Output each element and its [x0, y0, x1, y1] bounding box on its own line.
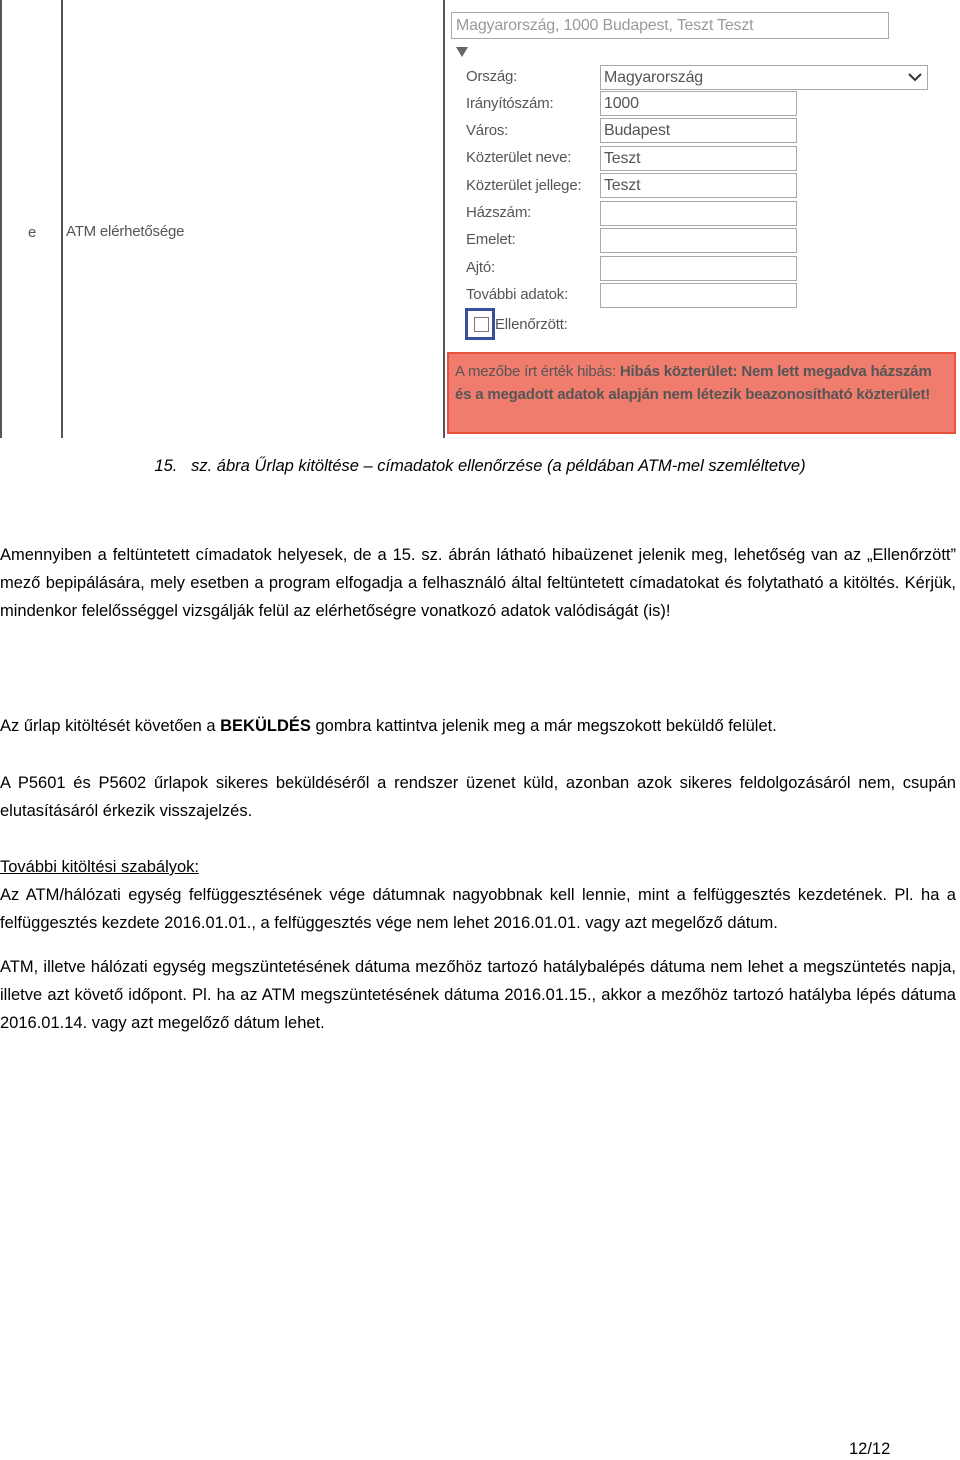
collapse-triangle-icon[interactable]: [455, 46, 469, 58]
paragraph-submit-after: gombra kattintva jelenik meg a már megszokott beküldő felület.: [315, 717, 777, 735]
street-type-field[interactable]: Teszt: [600, 173, 797, 198]
city-label: Város:: [466, 122, 509, 139]
country-select-value: Magyarország: [604, 69, 703, 86]
table-border-col1: [61, 0, 63, 438]
country-select[interactable]: [600, 65, 928, 90]
page-number: 12/12: [849, 1440, 891, 1458]
row-letter: e: [28, 224, 37, 241]
chevron-down-icon: [907, 71, 923, 83]
submit-keyword: BEKÜLDÉS: [220, 717, 311, 735]
country-label: Ország:: [466, 68, 518, 85]
street-type-label: Közterület jellege:: [466, 177, 582, 194]
house-number-field[interactable]: [600, 201, 797, 226]
zip-label: Irányítószám:: [466, 95, 554, 112]
zip-field[interactable]: 1000: [600, 91, 797, 116]
floor-field[interactable]: [600, 228, 797, 253]
form-screenshot-figure: [0, 0, 960, 438]
error-message-box: [447, 352, 956, 434]
door-field[interactable]: [600, 256, 797, 281]
verified-checkbox[interactable]: [474, 317, 489, 332]
paragraph-verified-checkbox: Amennyiben a feltüntetett címadatok helyesek, de a 15. sz. ábrán látható hibaüzenet jelenik meg, lehetőség van az „Ellenőrzött” mező bepipálására, mely esetben a program elfogadja a felhasználó által feltüntetett címadatokat és folytatható a kitöltés. Kérjük, mindenkor felelősséggel vizsgálják felül az elérhetőségre vonatkozó adatok valódiságát (is)!: [0, 546, 956, 620]
row-label: ATM elérhetősége: [66, 223, 185, 240]
rules-suspension-text: Az ATM/hálózati egység felfüggesztésének vége dátumnak nagyobbnak kell lennie, mint a felfüggesztés kezdetének. Pl. ha a felfüggesztés kezdete 2016.01.01., a felfüggesztés vége nem lehet 2016.01.01. vagy azt megelőző dátum.: [0, 886, 956, 932]
error-message: Hibás közterület: Nem lett megadva házszám és a megadott adatok alapján nem létezik beazonosítható közterület!: [455, 363, 932, 403]
city-field[interactable]: Budapest: [600, 118, 797, 143]
rules-section: [0, 853, 956, 937]
figure-caption: 15. sz. ábra Űrlap kitöltése – címadatok ellenőrzése (a példában ATM-mel szemléltetve): [154, 457, 806, 475]
paragraph-termination-rule: ATM, illetve hálózati egység megszüntetésének dátuma mezőhöz tartozó hatálybalépés dátuma nem lehet a megszüntetés napja, illetve azt követő időpont. Pl. ha az ATM megszüntetésének dátuma 2016.01.15., akkor a mezőhöz tartozó hatályba lépés dátuma 2016.01.14. vagy azt megelőző dátum lehet.: [0, 958, 956, 1032]
door-label: Ajtó:: [466, 259, 496, 276]
additional-data-field[interactable]: [600, 283, 797, 308]
paragraph-feedback: A P5601 és P5602 űrlapok sikeres beküldéséről a rendszer üzenet küld, azonban azok sikeres feldolgozásáról nem, csupán elutasításáról érkezik visszajelzés.: [0, 774, 956, 820]
rules-heading: További kitöltési szabályok:: [0, 858, 200, 876]
street-name-label: Közterület neve:: [466, 149, 572, 166]
additional-data-label: További adatok:: [466, 286, 569, 303]
error-prefix: A mezőbe írt érték hibás:: [455, 363, 616, 380]
floor-label: Emelet:: [466, 231, 516, 248]
verified-checkbox-label: Ellenőrzött:: [495, 316, 568, 333]
paragraph-submit-before: Az űrlap kitöltését követően a: [0, 717, 216, 735]
paragraph-submit: [0, 712, 956, 740]
house-number-label: Házszám:: [466, 204, 532, 221]
street-name-field[interactable]: Teszt: [600, 146, 797, 171]
table-border-left: [0, 0, 2, 438]
address-summary-field[interactable]: Magyarország, 1000 Budapest, Teszt Teszt: [451, 12, 889, 39]
table-border-col2: [443, 0, 445, 438]
